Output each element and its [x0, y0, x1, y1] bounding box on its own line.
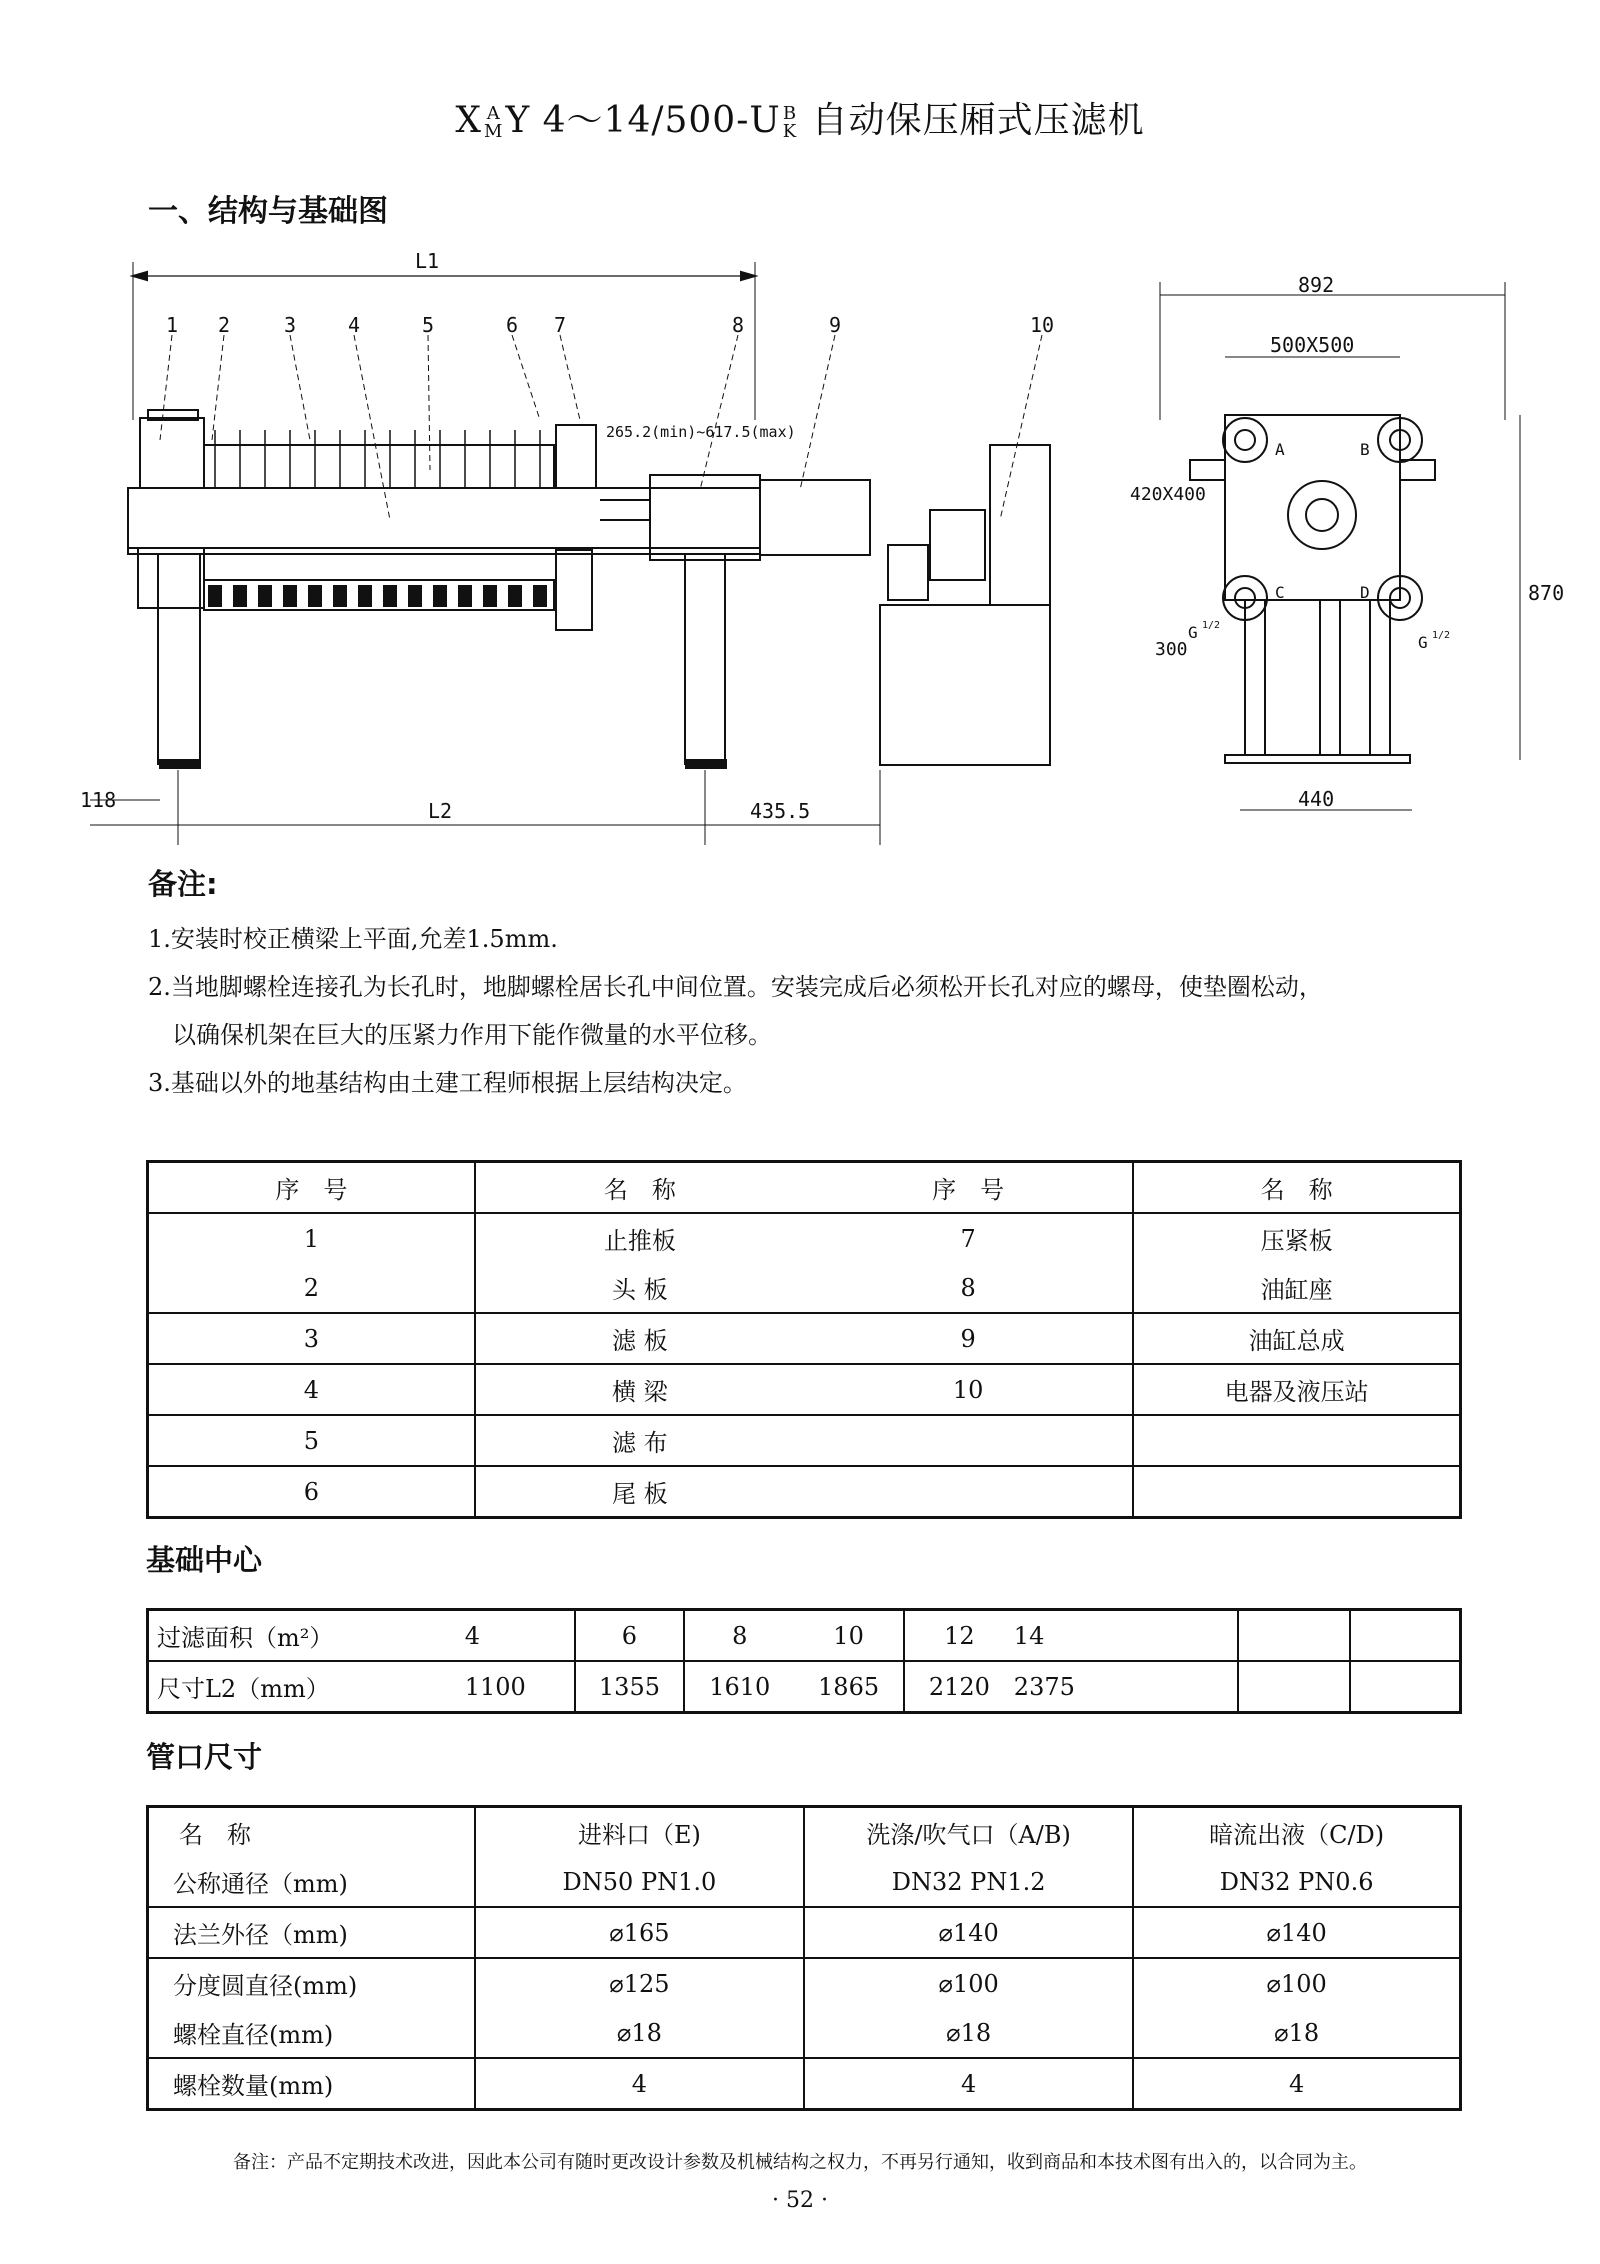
dim-300: 300 — [1155, 639, 1188, 660]
cell — [1133, 1415, 1460, 1466]
dim-435: 435.5 — [750, 799, 811, 823]
callout-1: 1 — [166, 313, 179, 337]
cell: 1 — [148, 1213, 475, 1263]
cell: 2120 — [904, 1661, 1014, 1713]
cell: 横 梁 — [475, 1364, 804, 1415]
cell: 油缸总成 — [1133, 1313, 1460, 1364]
cell — [1350, 1661, 1461, 1713]
port-B: B — [1360, 440, 1370, 459]
cell: DN32 PN1.2 — [804, 1857, 1133, 1907]
row-label: 螺栓数量(mm) — [148, 2058, 475, 2110]
cell — [1133, 1466, 1460, 1518]
cell: 2 — [148, 1263, 475, 1313]
cell: 12 — [904, 1610, 1014, 1662]
cell — [1238, 1661, 1350, 1713]
technical-drawing — [0, 250, 1600, 850]
table-row — [148, 1213, 1461, 1263]
header-cell: 序 号 — [148, 1162, 475, 1214]
cell — [804, 1466, 1133, 1518]
row-label: 分度圆直径(mm) — [148, 1958, 475, 2008]
cell: DN32 PN0.6 — [1133, 1857, 1460, 1907]
header-cell: 洗涤/吹气口（A/B) — [804, 1807, 1133, 1858]
table-row — [148, 1857, 1461, 1907]
cell: 8 — [804, 1263, 1133, 1313]
cell: 5 — [148, 1415, 475, 1466]
table-row — [148, 1610, 1461, 1662]
table-row — [148, 2008, 1461, 2058]
dim-420: 420X400 — [1130, 484, 1206, 505]
cell: ⌀100 — [804, 1958, 1133, 2008]
cell: 1355 — [575, 1661, 685, 1713]
cell: ⌀125 — [475, 1958, 804, 2008]
page-number: · 52 · — [772, 2188, 828, 2213]
section-heading-ports: 管口尺寸 — [146, 1740, 263, 1774]
cell: 电器及液压站 — [1133, 1364, 1460, 1415]
parts-table — [146, 1160, 1462, 1519]
cell: ⌀140 — [804, 1907, 1133, 1958]
cell: 8 — [684, 1610, 794, 1662]
table-row — [148, 1907, 1461, 1958]
row-label: 过滤面积（m²） — [148, 1610, 465, 1662]
cell: ⌀18 — [1133, 2008, 1460, 2058]
cell — [1350, 1610, 1461, 1662]
document-title: X A MY 4～14/500-U B K 自动保压厢式压滤机 — [455, 100, 1145, 142]
cell: 尾 板 — [475, 1466, 804, 1518]
callout-7: 7 — [554, 313, 567, 337]
dim-500: 500X500 — [1270, 333, 1355, 357]
cell: 4 — [148, 1364, 475, 1415]
note-2-cont: 以确保机架在巨大的压紧力作用下能作微量的水平位移。 — [172, 1021, 772, 1049]
foundation-table — [146, 1608, 1462, 1714]
header-cell: 名 称 — [475, 1162, 804, 1214]
callout-3: 3 — [284, 313, 297, 337]
cell: 1100 — [464, 1672, 526, 1701]
cell: 油缸座 — [1133, 1263, 1460, 1313]
port-G1: G — [1188, 623, 1198, 642]
port-G1-size: 1/2 — [1202, 620, 1221, 631]
note-3: 3.基础以外的地基结构由土建工程师根据上层结构决定。 — [148, 1069, 747, 1097]
cell: 4 — [1133, 2058, 1460, 2110]
table-row — [148, 1364, 1461, 1415]
cell: 7 — [804, 1213, 1133, 1263]
port-G2-size: 1/2 — [1432, 630, 1451, 641]
dim-stroke: 265.2(min)~617.5(max) — [606, 423, 796, 441]
row-label: 公称通径（mm) — [148, 1857, 475, 1907]
dim-L1: L1 — [415, 250, 440, 273]
notes-heading: 备注: — [148, 867, 218, 901]
cell: 1865 — [794, 1661, 904, 1713]
dim-L2: L2 — [428, 799, 453, 823]
table-row — [148, 2058, 1461, 2110]
ports-table — [146, 1805, 1462, 2111]
callout-8: 8 — [732, 313, 745, 337]
cell: 4 — [475, 2058, 804, 2110]
cell: 压紧板 — [1133, 1213, 1460, 1263]
dim-870: 870 — [1528, 581, 1565, 605]
cell: ⌀18 — [804, 2008, 1133, 2058]
cell: 10 — [804, 1364, 1133, 1415]
section-heading-foundation: 基础中心 — [146, 1543, 263, 1577]
table-header-row — [148, 1807, 1461, 1858]
note-1: 1.安装时校正横梁上平面,允差1.5mm. — [148, 925, 558, 953]
table-row — [148, 1958, 1461, 2008]
port-A: A — [1275, 440, 1285, 459]
cell — [804, 1415, 1133, 1466]
note-2: 2.当地脚螺栓连接孔为长孔时，地脚螺栓居长孔中间位置。安装完成后必须松开长孔对应的螺母，使垫圈松动， — [148, 973, 1323, 1001]
cell: ⌀18 — [475, 2008, 804, 2058]
row-label: 螺栓直径(mm) — [148, 2008, 475, 2058]
dim-118: 118 — [80, 788, 117, 812]
cell: 14 — [1014, 1610, 1238, 1662]
callout-4: 4 — [348, 313, 361, 337]
cell: DN50 PN1.0 — [475, 1857, 804, 1907]
callout-2: 2 — [218, 313, 231, 337]
table-header-row — [148, 1162, 1461, 1214]
table-row — [148, 1313, 1461, 1364]
cell — [1238, 1610, 1350, 1662]
header-cell: 进料口（E) — [475, 1807, 804, 1858]
cell: ⌀165 — [475, 1907, 804, 1958]
cell: 滤 板 — [475, 1313, 804, 1364]
callout-5: 5 — [422, 313, 435, 337]
cell: 止推板 — [475, 1213, 804, 1263]
header-cell: 名 称 — [148, 1807, 475, 1858]
cell: ⌀100 — [1133, 1958, 1460, 2008]
table-row — [148, 1661, 1461, 1713]
table-row — [148, 1466, 1461, 1518]
table-row — [148, 1415, 1461, 1466]
row-label: 法兰外径（mm) — [148, 1907, 475, 1958]
port-C: C — [1275, 583, 1285, 602]
cell: 10 — [794, 1610, 904, 1662]
port-G2: G — [1418, 633, 1428, 652]
header-cell: 名 称 — [1133, 1162, 1460, 1214]
header-cell: 序 号 — [804, 1162, 1133, 1214]
cell: 2375 — [1014, 1661, 1238, 1713]
cell: 6 — [575, 1610, 685, 1662]
port-D: D — [1360, 583, 1370, 602]
callout-10: 10 — [1030, 313, 1055, 337]
cell: ⌀140 — [1133, 1907, 1460, 1958]
cell: 滤 布 — [475, 1415, 804, 1466]
footer-note: 备注：产品不定期技术改进，因此本公司有随时更改设计参数及机械结构之权力，不再另行通知，收到商品和本技术图有出入的，以合同为主。 — [233, 2152, 1367, 2173]
cell: 1610 — [684, 1661, 794, 1713]
callout-9: 9 — [829, 313, 842, 337]
cell: 9 — [804, 1313, 1133, 1364]
header-cell: 暗流出液（C/D) — [1133, 1807, 1460, 1858]
cell: 头 板 — [475, 1263, 804, 1313]
cell: 4 — [804, 2058, 1133, 2110]
callout-6: 6 — [506, 313, 519, 337]
cell: 6 — [148, 1466, 475, 1518]
table-row — [148, 1263, 1461, 1313]
row-label: 尺寸L2（mm） — [148, 1661, 465, 1713]
cell: 4 — [465, 1610, 575, 1662]
cell: 3 — [148, 1313, 475, 1364]
section-heading-structure: 一、结构与基础图 — [148, 194, 388, 229]
dim-440: 440 — [1298, 787, 1335, 811]
dim-892: 892 — [1298, 273, 1335, 297]
